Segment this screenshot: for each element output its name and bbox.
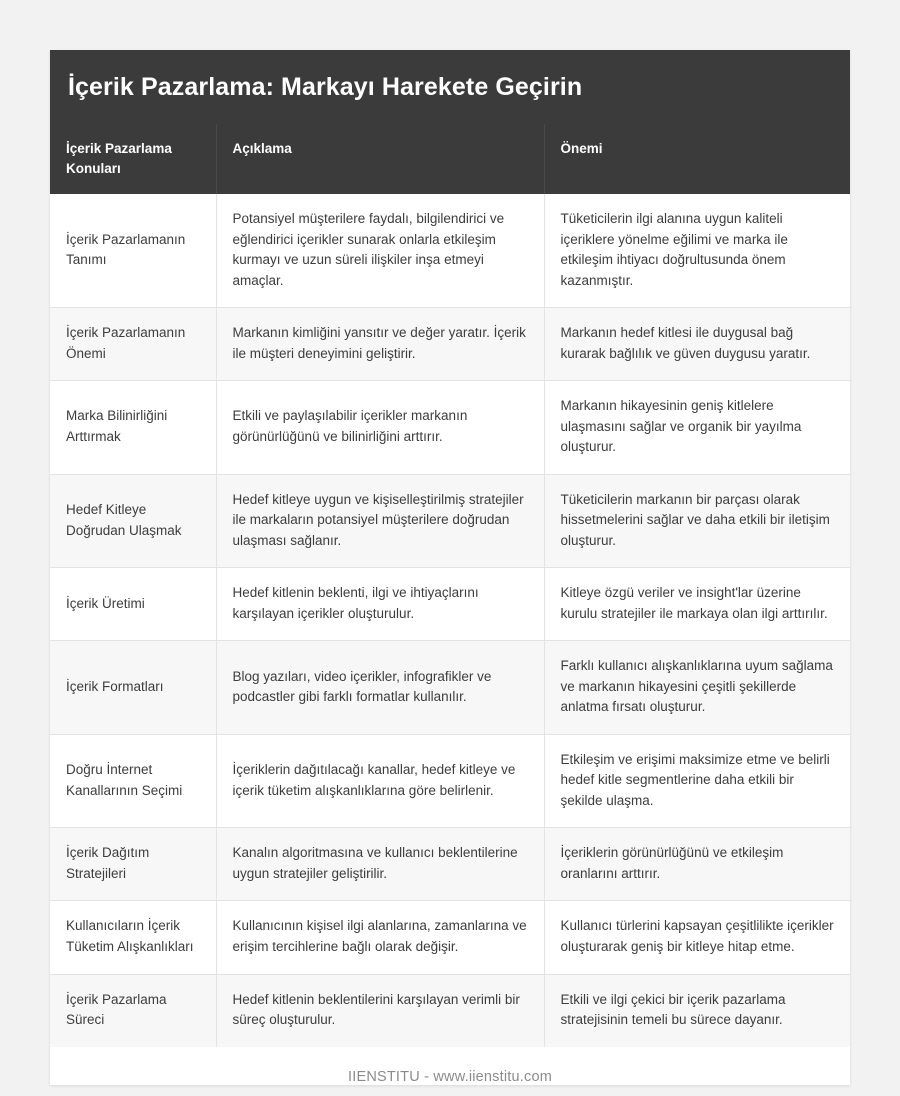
cell-importance: Markanın hedef kitlesi ile duygusal bağ kurarak bağlılık ve güven duygusu yaratır. [544,308,850,381]
cell-importance: İçeriklerin görünürlüğünü ve etkileşim oranlarını arttırır. [544,828,850,901]
cell-topic: İçerik Formatları [50,641,216,735]
cell-description: Markanın kimliğini yansıtır ve değer yaratır. İçerik ile müşteri deneyimini geliştirir. [216,308,544,381]
cell-topic: İçerik Üretimi [50,568,216,641]
cell-description: Potansiyel müşterilere faydalı, bilgilendirici ve eğlendirici içerikler sunarak onlarla etkileşim kurmayı ve uzun süreli ilişkiler inşa etmeyi amaçlar. [216,194,544,308]
cell-importance: Etkili ve ilgi çekici bir içerik pazarlama stratejisinin temeli bu sürece dayanır. [544,974,850,1047]
cell-description: Etkili ve paylaşılabilir içerikler markanın görünürlüğünü ve bilinirliğini arttırır. [216,381,544,475]
cell-topic: İçerik Pazarlamanın Önemi [50,308,216,381]
column-header-topic: İçerik Pazarlama Konuları [50,124,216,194]
table-row [50,734,850,828]
cell-description: İçeriklerin dağıtılacağı kanallar, hedef kitleye ve içerik tüketim alışkanlıklarına göre belirlenir. [216,734,544,828]
page-title: İçerik Pazarlama: Markayı Harekete Geçirin [68,73,583,101]
content-marketing-table [50,124,850,1047]
cell-topic: İçerik Dağıtım Stratejileri [50,828,216,901]
cell-description: Hedef kitlenin beklenti, ilgi ve ihtiyaçlarını karşılayan içerikler oluşturulur. [216,568,544,641]
cell-importance: Tüketicilerin ilgi alanına uygun kaliteli içeriklere yönelme eğilimi ve marka ile etkileşim ihtiyacı doğrultusunda önem kazanmıştır. [544,194,850,308]
table-row [50,974,850,1047]
cell-description: Kullanıcının kişisel ilgi alanlarına, zamanlarına ve erişim tercihlerine bağlı olarak değişir. [216,901,544,974]
table-row [50,641,850,735]
table-row [50,474,850,568]
table-body [50,194,850,1046]
cell-importance: Kitleye özgü veriler ve insight'lar üzerine kurulu stratejiler ile markaya olan ilgi arttırılır. [544,568,850,641]
column-header-importance: Önemi [544,124,850,194]
table-row [50,568,850,641]
cell-importance: Etkileşim ve erişimi maksimize etme ve belirli hedef kitle segmentlerine daha etkili bir şekilde ulaşma. [544,734,850,828]
cell-topic: Doğru İnternet Kanallarının Seçimi [50,734,216,828]
cell-importance: Tüketicilerin markanın bir parçası olarak hissetmelerini sağlar ve daha etkili bir iletişim oluşturur. [544,474,850,568]
cell-description: Hedef kitlenin beklentilerini karşılayan verimli bir süreç oluşturulur. [216,974,544,1047]
cell-importance: Farklı kullanıcı alışkanlıklarına uyum sağlama ve markanın hikayesini çeşitli şekillerde anlatma fırsatı oluşturur. [544,641,850,735]
cell-importance: Markanın hikayesinin geniş kitlelere ulaşmasını sağlar ve organik bir yayılma oluşturur. [544,381,850,475]
table-header [50,124,850,194]
column-header-description: Açıklama [216,124,544,194]
table-row [50,194,850,308]
cell-topic: Marka Bilinirliğini Arttırmak [50,381,216,475]
cell-topic: Kullanıcıların İçerik Tüketim Alışkanlıkları [50,901,216,974]
cell-description: Blog yazıları, video içerikler, infografikler ve podcastler gibi farklı formatlar kullanılır. [216,641,544,735]
cell-description: Kanalın algoritmasına ve kullanıcı beklentilerine uygun stratejiler geliştirilir. [216,828,544,901]
cell-topic: İçerik Pazarlamanın Tanımı [50,194,216,308]
table-row [50,828,850,901]
cell-topic: Hedef Kitleye Doğrudan Ulaşmak [50,474,216,568]
content-card [50,50,850,1085]
cell-topic: İçerik Pazarlama Süreci [50,974,216,1047]
footer-credit: IIENSTITU - www.iienstitu.com [348,1068,552,1085]
table-row [50,381,850,475]
title-bar [50,50,850,124]
table-row [50,308,850,381]
table-row [50,901,850,974]
cell-description: Hedef kitleye uygun ve kişiselleştirilmiş stratejiler ile markaların potansiyel müşterilere doğrudan ulaşması sağlanır. [216,474,544,568]
cell-importance: Kullanıcı türlerini kapsayan çeşitlilikte içerikler oluşturarak geniş bir kitleye hitap etme. [544,901,850,974]
table-header-row [50,124,850,194]
